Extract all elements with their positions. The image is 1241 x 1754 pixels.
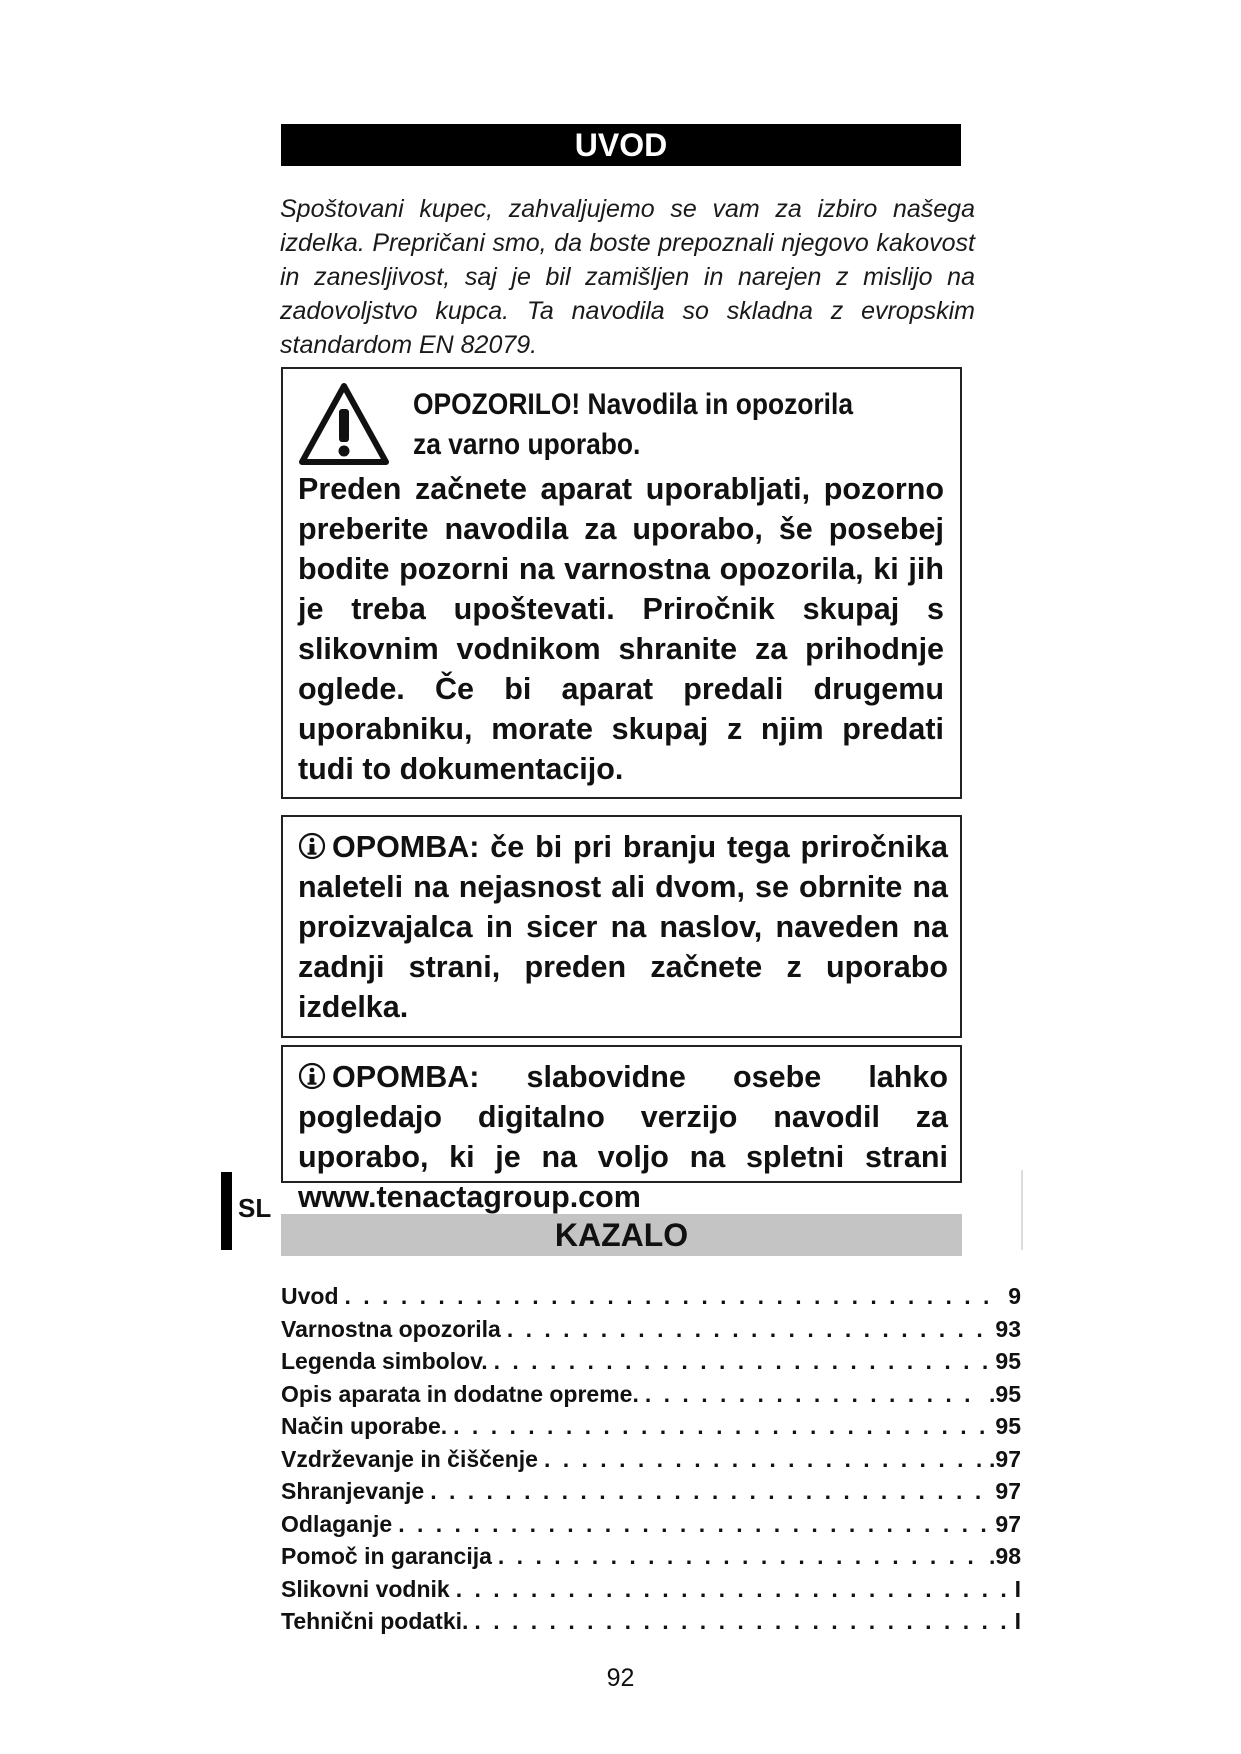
toc-leader-dots (494, 1345, 990, 1378)
toc-entry-page: .95 (989, 1380, 1021, 1407)
language-tab-bar (221, 1172, 232, 1250)
toc-entry-page: 95 (995, 1348, 1021, 1374)
note-contact-text: OPOMBA: če bi pri branju tega priročnika naleteli na nejasnost ali dvom, se obrnite na proizvajalca in sicer na naslov, naveden na zadnji strani, preden začnete z uporabo izdelka. (298, 830, 948, 1024)
toc-entry-label: Uvod (281, 1283, 339, 1309)
toc-entry-label: Odlaganje (281, 1510, 393, 1537)
language-tab-label: SL (238, 1193, 272, 1223)
info-icon (298, 832, 326, 860)
toc-entry-label: Način uporabe. (281, 1413, 448, 1439)
warning-heading: OPOZORILO! Navodila in opozorila za varno uporabo. (413, 388, 854, 461)
page-number: 92 (606, 1664, 635, 1692)
toc-entry-page: I (1014, 1575, 1021, 1602)
note-box-contact (281, 815, 962, 1038)
toc-entry-page: I (1014, 1608, 1021, 1634)
section-title-kazalo: KAZALO (281, 1214, 962, 1256)
warning-box (281, 367, 962, 799)
warning-triangle-icon (297, 381, 391, 467)
table-of-contents (281, 1280, 1021, 1638)
toc-entry-page: 93 (995, 1315, 1021, 1342)
info-icon (298, 1062, 326, 1090)
toc-entry-page: 95 (995, 1413, 1021, 1439)
toc-entry-page: .97 (989, 1445, 1021, 1472)
toc-entry-page: 9 (1008, 1283, 1021, 1309)
toc-leader-dots (645, 1378, 983, 1411)
toc-entry-label: Varnostna opozorila (281, 1315, 501, 1342)
toc-entry-page: 97 (995, 1510, 1021, 1537)
toc-entry[interactable] (281, 1378, 1021, 1411)
toc-entry-label: Opis aparata in dodatne opreme. (281, 1380, 639, 1407)
note-digital-text: OPOMBA: slabovidne osebe lahko pogledajo digitalno verzijo navodil za uporabo, ki je na voljo na spletni strani www.tenactagroup.com (298, 1060, 948, 1214)
toc-entry-label: Slikovni vodnik (281, 1575, 450, 1602)
note-contact (298, 827, 948, 1027)
toc-leader-dots (345, 1280, 1003, 1313)
toc-entry-label: Pomoč in garancija (281, 1543, 492, 1569)
toc-leader-dots (398, 1508, 989, 1541)
toc-leader-dots (507, 1313, 990, 1346)
toc-entry[interactable] (281, 1345, 1021, 1378)
page-edge-mark (1021, 1170, 1023, 1250)
toc-entry-label: Legenda simbolov. (281, 1348, 488, 1374)
note-digital (298, 1057, 948, 1217)
note-box-digital (281, 1045, 962, 1214)
toc-leader-dots (430, 1475, 989, 1508)
toc-entry[interactable] (281, 1280, 1021, 1313)
toc-entry[interactable] (281, 1475, 1021, 1508)
toc-leader-dots (498, 1540, 983, 1573)
toc-entry[interactable] (281, 1605, 1021, 1638)
toc-entry-label: Tehnični podatki. (281, 1608, 469, 1634)
toc-entry[interactable] (281, 1443, 1021, 1476)
warning-body: Preden začnete aparat uporabljati, pozorno preberite navodila za uporabo, še posebej bodite pozorni na varnostna opozorila, ki jih je treba upoštevati. Priročnik skupaj s slikovnim vodnikom shranite za prihodnje oglede. Če bi aparat predali drugemu uporabniku, morate skupaj z njim predati tudi to dokumentacijo. (298, 472, 944, 786)
toc-entry-page: .98 (989, 1543, 1021, 1569)
toc-leader-dots (474, 1605, 1008, 1638)
intro-paragraph: Spoštovani kupec, zahvaljujemo se vam za izbiro našega izdelka. Prepričani smo, da boste prepoznali njegovo kakovost in zanesljivost, saj je bil zamišljen in narejen z mislijo na zadovoljstvo kupca. Ta navodila so skladna z evropskim standardom EN 82079. (280, 195, 975, 359)
toc-leader-dots (456, 1573, 1009, 1606)
toc-entry[interactable] (281, 1508, 1021, 1541)
toc-entry[interactable] (281, 1410, 1021, 1443)
toc-entry-page: 97 (995, 1478, 1021, 1504)
toc-entry[interactable] (281, 1540, 1021, 1573)
toc-entry[interactable] (281, 1313, 1021, 1346)
toc-entry[interactable] (281, 1573, 1021, 1606)
toc-entry-label: Vzdrževanje in čiščenje (281, 1445, 538, 1472)
toc-leader-dots (453, 1410, 989, 1443)
section-title-uvod: UVOD (281, 124, 961, 166)
toc-entry-label: Shranjevanje (281, 1478, 425, 1504)
toc-leader-dots (544, 1443, 983, 1476)
